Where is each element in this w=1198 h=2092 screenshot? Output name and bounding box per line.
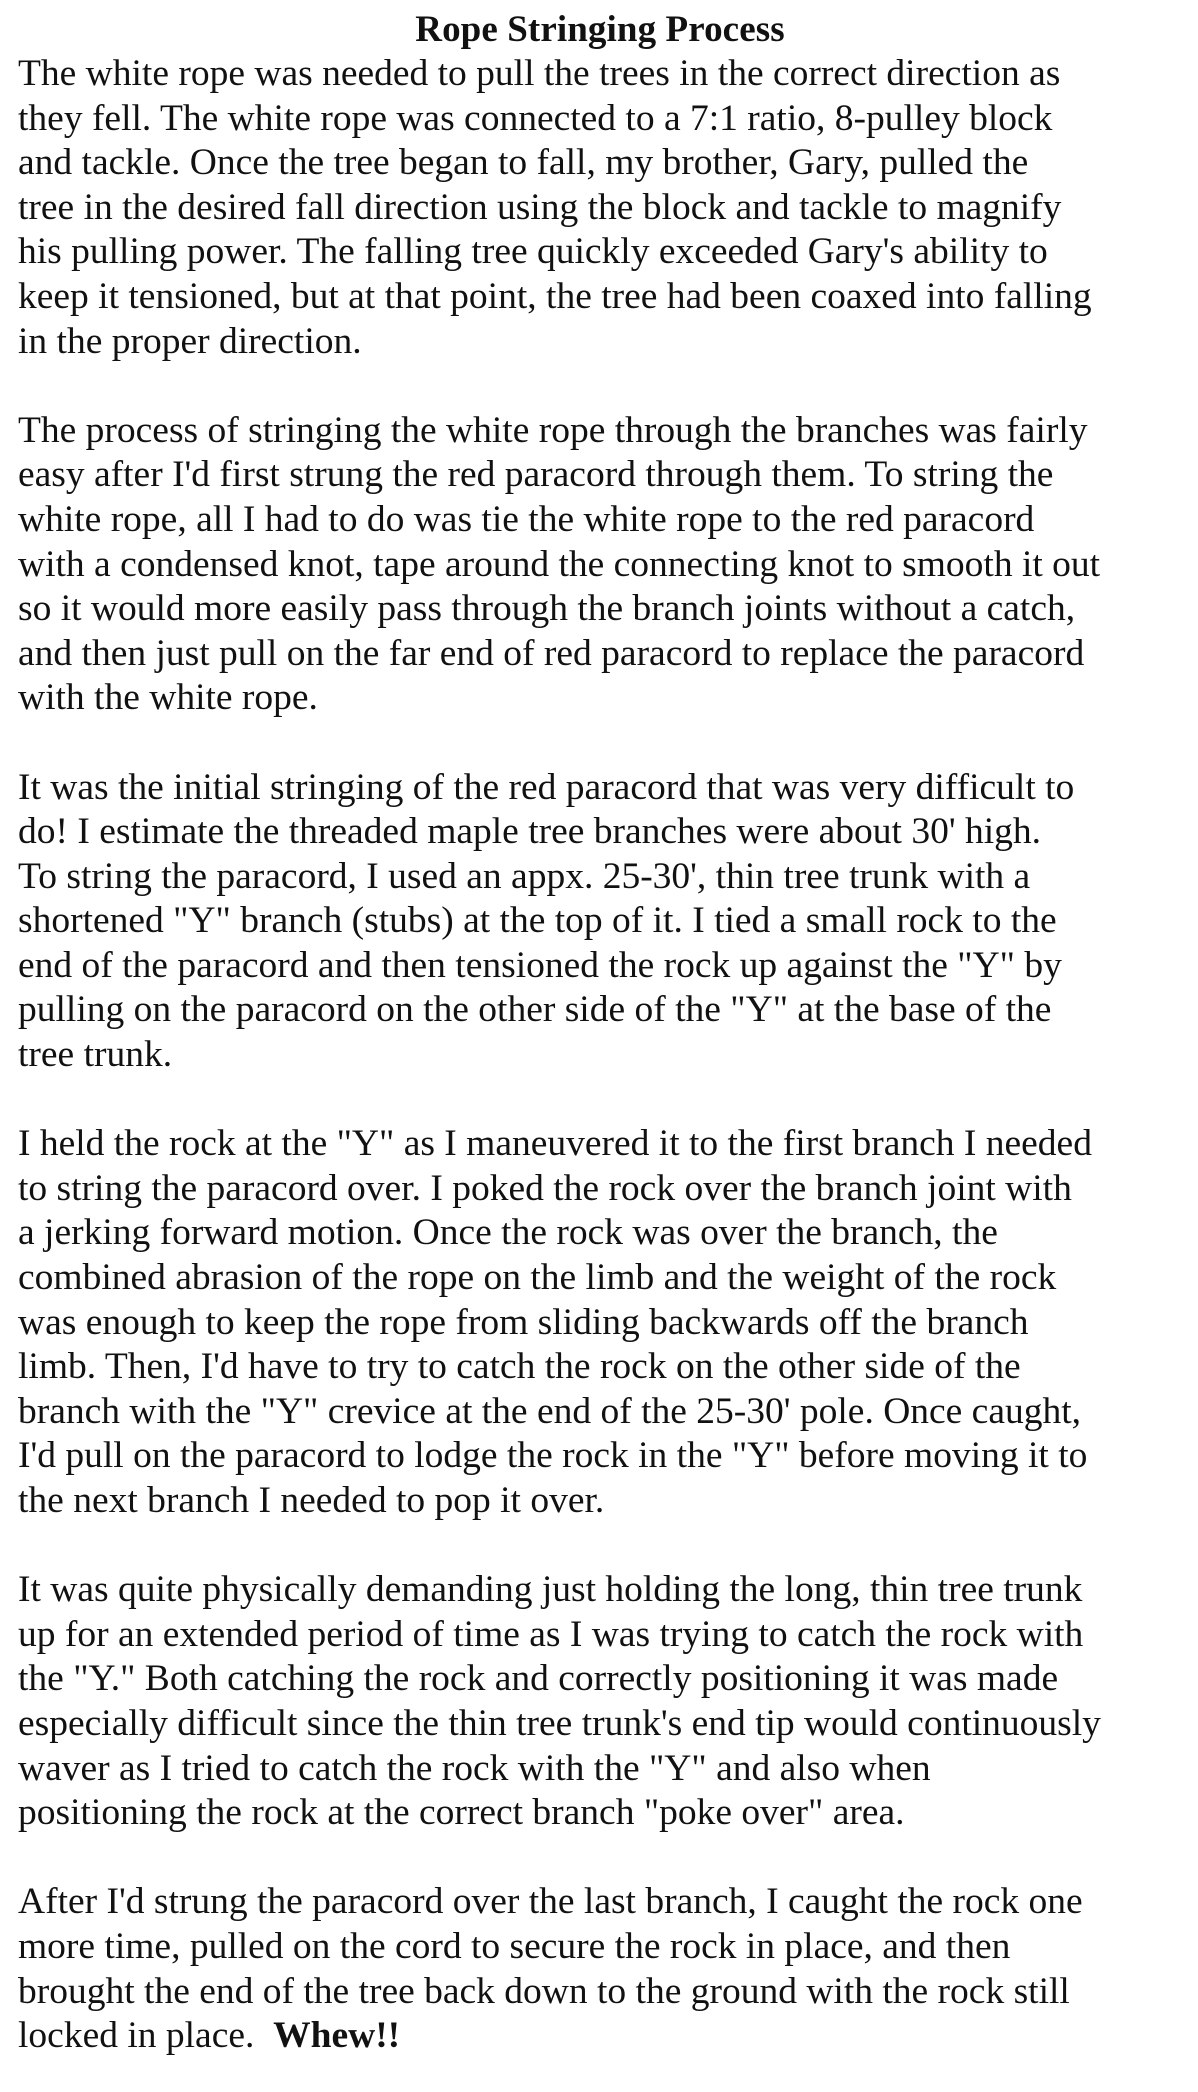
text-line: The process of stringing the white rope through the branches was fairly xyxy=(18,409,1088,451)
emphasis-text: Whew!! xyxy=(273,2015,401,2057)
text-line-prefix: locked in place. xyxy=(18,2015,274,2057)
text-line: to string the paracord over. I poked the rock over the branch joint with xyxy=(18,1167,1072,1209)
text-line: waver as I tried to catch the rock with the "Y" and also when xyxy=(18,1747,931,1789)
text-line: more time, pulled on the cord to secure the rock in place, and then xyxy=(18,1925,1011,1967)
text-line: in the proper direction. xyxy=(18,320,362,362)
text-line: and then just pull on the far end of red paracord to replace the paracord xyxy=(18,632,1085,674)
text-line: a jerking forward motion. Once the rock was over the branch, the xyxy=(18,1212,998,1254)
paragraph xyxy=(18,766,1182,1078)
text-line: the "Y." Both catching the rock and correctly positioning it was made xyxy=(18,1658,1059,1700)
text-line: with a condensed knot, tape around the connecting knot to smooth it out xyxy=(18,543,1101,585)
document-body xyxy=(18,52,1182,2059)
text-line: shortened "Y" branch (stubs) at the top of it. I tied a small rock to the xyxy=(18,900,1057,942)
text-line: limb. Then, I'd have to try to catch the rock on the other side of the xyxy=(18,1346,1021,1388)
paragraph xyxy=(18,52,1182,364)
text-line: branch with the "Y" crevice at the end of the 25-30' pole. Once caught, xyxy=(18,1390,1082,1432)
text-line: up for an extended period of time as I was trying to catch the rock with xyxy=(18,1613,1084,1655)
page-title: Rope Stringing Process xyxy=(415,9,785,50)
text-line: keep it tensioned, but at that point, the tree had been coaxed into falling xyxy=(18,275,1092,317)
text-line: positioning the rock at the correct branch "poke over" area. xyxy=(18,1792,905,1834)
text-line: I'd pull on the paracord to lodge the rock in the "Y" before moving it to xyxy=(18,1435,1088,1477)
paragraph xyxy=(18,409,1182,721)
text-line: I held the rock at the "Y" as I maneuvered it to the first branch I needed xyxy=(18,1123,1092,1165)
text-line: To string the paracord, I used an appx. 25-30', thin tree trunk with a xyxy=(18,855,1031,897)
text-line: with the white rope. xyxy=(18,677,318,719)
text-line: do! I estimate the threaded maple tree branches were about 30' high. xyxy=(18,811,1042,853)
text-line: the next branch I needed to pop it over. xyxy=(18,1480,605,1521)
text-line: and tackle. Once the tree began to fall, my brother, Gary, pulled the xyxy=(18,142,1029,184)
text-line: brought the end of the tree back down to the ground with the rock still xyxy=(18,1970,1070,2012)
text-line: It was quite physically demanding just holding the long, thin tree trunk xyxy=(18,1569,1083,1611)
paragraph xyxy=(18,1122,1182,1523)
text-line: After I'd strung the paracord over the last branch, I caught the rock one xyxy=(18,1881,1083,1923)
text-line: was enough to keep the rope from sliding backwards off the branch xyxy=(18,1301,1029,1343)
text-line: tree trunk. xyxy=(18,1034,173,1076)
text-line xyxy=(18,2014,1182,2059)
text-line: especially difficult since the thin tree trunk's end tip would continuously xyxy=(18,1702,1101,1744)
text-line: so it would more easily pass through the branch joints without a catch, xyxy=(18,588,1076,630)
text-line: white rope, all I had to do was tie the white rope to the red paracord xyxy=(18,498,1035,540)
text-line: easy after I'd first strung the red paracord through them. To string the xyxy=(18,454,1054,496)
text-line: end of the paracord and then tensioned the rock up against the "Y" by xyxy=(18,944,1062,986)
text-line: It was the initial stringing of the red paracord that was very difficult to xyxy=(18,766,1075,808)
text-line: combined abrasion of the rope on the limb and the weight of the rock xyxy=(18,1257,1057,1299)
paragraph xyxy=(18,1880,1182,2058)
text-line: his pulling power. The falling tree quickly exceeded Gary's ability to xyxy=(18,231,1048,273)
text-line: they fell. The white rope was connected to a 7:1 ratio, 8-pulley block xyxy=(18,97,1053,139)
text-line: The white rope was needed to pull the trees in the correct direction as xyxy=(18,53,1061,94)
text-line: tree in the desired fall direction using the block and tackle to magnify xyxy=(18,186,1062,228)
paragraph xyxy=(18,1568,1182,1836)
text-line: pulling on the paracord on the other side of the "Y" at the base of the xyxy=(18,989,1052,1031)
